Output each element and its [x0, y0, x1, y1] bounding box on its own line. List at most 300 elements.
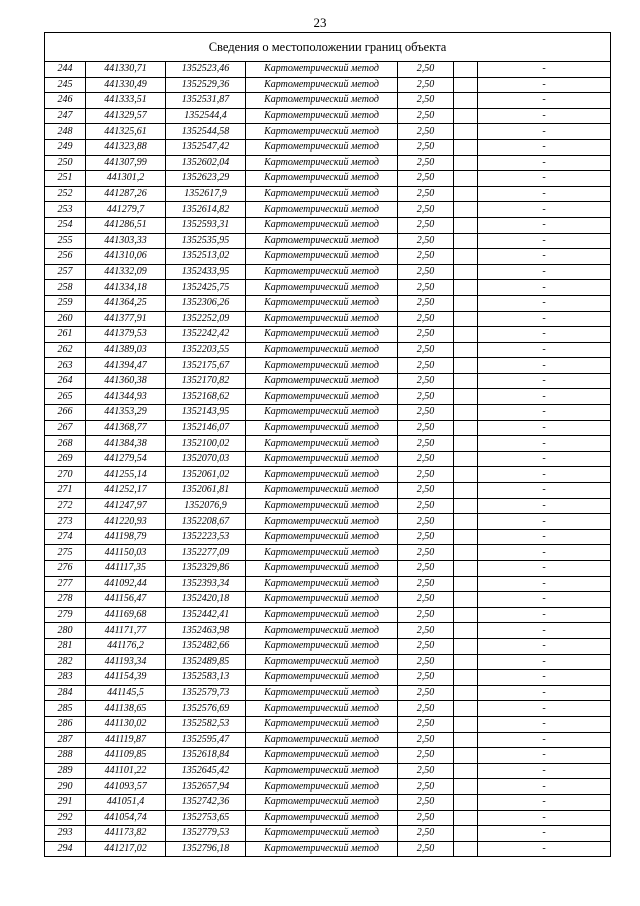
point-number-cell: 252: [45, 186, 86, 202]
table-row: [45, 779, 610, 795]
y-coordinate-cell: 1352657,94: [166, 779, 246, 795]
table-row: [45, 451, 610, 467]
description-cell: -: [478, 483, 611, 499]
method-cell: Картометрический метод: [246, 139, 398, 155]
accuracy-cell: 2,50: [398, 436, 454, 452]
table-row: [45, 794, 610, 810]
x-coordinate-cell: 441325,61: [86, 124, 166, 140]
extra-cell-cell: [454, 514, 478, 530]
accuracy-cell: 2,50: [398, 779, 454, 795]
method-cell: Картометрический метод: [246, 327, 398, 343]
method-cell: Картометрический метод: [246, 77, 398, 93]
description-cell: -: [478, 249, 611, 265]
method-cell: Картометрический метод: [246, 498, 398, 514]
accuracy-cell: 2,50: [398, 529, 454, 545]
description-cell: -: [478, 295, 611, 311]
description-cell: -: [478, 373, 611, 389]
y-coordinate-cell: 1352531,87: [166, 93, 246, 109]
y-coordinate-cell: 1352277,09: [166, 545, 246, 561]
y-coordinate-cell: 1352579,73: [166, 685, 246, 701]
y-coordinate-cell: 1352168,62: [166, 389, 246, 405]
extra-cell-cell: [454, 186, 478, 202]
description-cell: -: [478, 701, 611, 717]
extra-cell-cell: [454, 295, 478, 311]
accuracy-cell: 2,50: [398, 716, 454, 732]
accuracy-cell: 2,50: [398, 685, 454, 701]
point-number-cell: 258: [45, 280, 86, 296]
extra-cell-cell: [454, 529, 478, 545]
point-number-cell: 251: [45, 171, 86, 187]
method-cell: Картометрический метод: [246, 108, 398, 124]
method-cell: Картометрический метод: [246, 685, 398, 701]
table-row: [45, 217, 610, 233]
extra-cell-cell: [454, 826, 478, 842]
extra-cell-cell: [454, 358, 478, 374]
accuracy-cell: 2,50: [398, 358, 454, 374]
y-coordinate-cell: 1352583,13: [166, 670, 246, 686]
point-number-cell: 277: [45, 576, 86, 592]
table-row: [45, 342, 610, 358]
x-coordinate-cell: 441332,09: [86, 264, 166, 280]
accuracy-cell: 2,50: [398, 155, 454, 171]
method-cell: Картометрический метод: [246, 701, 398, 717]
description-cell: -: [478, 108, 611, 124]
y-coordinate-cell: 1352595,47: [166, 732, 246, 748]
x-coordinate-cell: 441173,82: [86, 826, 166, 842]
table-row: [45, 358, 610, 374]
point-number-cell: 265: [45, 389, 86, 405]
method-cell: Картометрический метод: [246, 514, 398, 530]
point-number-cell: 289: [45, 763, 86, 779]
accuracy-cell: 2,50: [398, 483, 454, 499]
method-cell: Картометрический метод: [246, 810, 398, 826]
point-number-cell: 275: [45, 545, 86, 561]
accuracy-cell: 2,50: [398, 124, 454, 140]
extra-cell-cell: [454, 280, 478, 296]
description-cell: -: [478, 810, 611, 826]
y-coordinate-cell: 1352602,04: [166, 155, 246, 171]
extra-cell-cell: [454, 108, 478, 124]
point-number-cell: 266: [45, 405, 86, 421]
table-row: [45, 202, 610, 218]
method-cell: Картометрический метод: [246, 62, 398, 77]
x-coordinate-cell: 441344,93: [86, 389, 166, 405]
point-number-cell: 291: [45, 794, 86, 810]
x-coordinate-cell: 441119,87: [86, 732, 166, 748]
table-row: [45, 93, 610, 109]
y-coordinate-cell: 1352547,42: [166, 139, 246, 155]
x-coordinate-cell: 441169,68: [86, 607, 166, 623]
method-cell: Картометрический метод: [246, 93, 398, 109]
y-coordinate-cell: 1352482,66: [166, 638, 246, 654]
point-number-cell: 270: [45, 467, 86, 483]
x-coordinate-cell: 441252,17: [86, 483, 166, 499]
x-coordinate-cell: 441051,4: [86, 794, 166, 810]
table-row: [45, 763, 610, 779]
table-row: [45, 483, 610, 499]
method-cell: Картометрический метод: [246, 716, 398, 732]
y-coordinate-cell: 1352433,95: [166, 264, 246, 280]
table-row: [45, 561, 610, 577]
extra-cell-cell: [454, 264, 478, 280]
x-coordinate-cell: 441379,53: [86, 327, 166, 343]
point-number-cell: 276: [45, 561, 86, 577]
table-row: [45, 264, 610, 280]
point-number-cell: 268: [45, 436, 86, 452]
point-number-cell: 282: [45, 654, 86, 670]
table-row: [45, 62, 610, 77]
description-cell: -: [478, 732, 611, 748]
y-coordinate-cell: 1352544,4: [166, 108, 246, 124]
extra-cell-cell: [454, 654, 478, 670]
point-number-cell: 246: [45, 93, 86, 109]
method-cell: Картометрический метод: [246, 249, 398, 265]
point-number-cell: 261: [45, 327, 86, 343]
extra-cell-cell: [454, 249, 478, 265]
accuracy-cell: 2,50: [398, 202, 454, 218]
description-cell: -: [478, 327, 611, 343]
description-cell: -: [478, 467, 611, 483]
extra-cell-cell: [454, 405, 478, 421]
x-coordinate-cell: 441394,47: [86, 358, 166, 374]
accuracy-cell: 2,50: [398, 405, 454, 421]
y-coordinate-cell: 1352242,42: [166, 327, 246, 343]
table-row: [45, 171, 610, 187]
point-number-cell: 293: [45, 826, 86, 842]
table-row: [45, 280, 610, 296]
x-coordinate-cell: 441145,5: [86, 685, 166, 701]
x-coordinate-cell: 441333,51: [86, 93, 166, 109]
table-row: [45, 249, 610, 265]
y-coordinate-cell: 1352523,46: [166, 62, 246, 77]
accuracy-cell: 2,50: [398, 561, 454, 577]
x-coordinate-cell: 441307,99: [86, 155, 166, 171]
extra-cell-cell: [454, 670, 478, 686]
accuracy-cell: 2,50: [398, 810, 454, 826]
point-number-cell: 269: [45, 451, 86, 467]
table-row: [45, 592, 610, 608]
description-cell: -: [478, 451, 611, 467]
x-coordinate-cell: 441389,03: [86, 342, 166, 358]
description-cell: -: [478, 233, 611, 249]
x-coordinate-cell: 441286,51: [86, 217, 166, 233]
table-title: Сведения о местоположении границ объекта: [45, 33, 610, 62]
y-coordinate-cell: 1352582,53: [166, 716, 246, 732]
y-coordinate-cell: 1352463,98: [166, 623, 246, 639]
point-number-cell: 280: [45, 623, 86, 639]
accuracy-cell: 2,50: [398, 451, 454, 467]
method-cell: Картометрический метод: [246, 467, 398, 483]
x-coordinate-cell: 441156,47: [86, 592, 166, 608]
point-number-cell: 284: [45, 685, 86, 701]
y-coordinate-cell: 1352614,82: [166, 202, 246, 218]
extra-cell-cell: [454, 373, 478, 389]
x-coordinate-cell: 441154,39: [86, 670, 166, 686]
description-cell: -: [478, 654, 611, 670]
accuracy-cell: 2,50: [398, 93, 454, 109]
y-coordinate-cell: 1352779,53: [166, 826, 246, 842]
method-cell: Картометрический метод: [246, 732, 398, 748]
method-cell: Картометрический метод: [246, 841, 398, 856]
page-number: 23: [313, 15, 327, 30]
description-cell: -: [478, 62, 611, 77]
accuracy-cell: 2,50: [398, 108, 454, 124]
extra-cell-cell: [454, 545, 478, 561]
description-cell: -: [478, 794, 611, 810]
table-row: [45, 155, 610, 171]
extra-cell-cell: [454, 716, 478, 732]
description-cell: -: [478, 576, 611, 592]
accuracy-cell: 2,50: [398, 514, 454, 530]
accuracy-cell: 2,50: [398, 576, 454, 592]
x-coordinate-cell: 441353,29: [86, 405, 166, 421]
description-cell: -: [478, 592, 611, 608]
description-cell: -: [478, 748, 611, 764]
y-coordinate-cell: 1352203,55: [166, 342, 246, 358]
description-cell: -: [478, 826, 611, 842]
extra-cell-cell: [454, 483, 478, 499]
coordinates-table-body: [45, 62, 610, 856]
x-coordinate-cell: 441330,49: [86, 77, 166, 93]
description-cell: -: [478, 420, 611, 436]
x-coordinate-cell: 441301,2: [86, 171, 166, 187]
description-cell: -: [478, 342, 611, 358]
x-coordinate-cell: 441303,33: [86, 233, 166, 249]
x-coordinate-cell: 441384,38: [86, 436, 166, 452]
table-row: [45, 436, 610, 452]
accuracy-cell: 2,50: [398, 701, 454, 717]
extra-cell-cell: [454, 342, 478, 358]
y-coordinate-cell: 1352223,53: [166, 529, 246, 545]
x-coordinate-cell: 441093,57: [86, 779, 166, 795]
description-cell: -: [478, 638, 611, 654]
description-cell: -: [478, 171, 611, 187]
x-coordinate-cell: 441193,34: [86, 654, 166, 670]
extra-cell-cell: [454, 701, 478, 717]
x-coordinate-cell: 441287,26: [86, 186, 166, 202]
point-number-cell: 244: [45, 62, 86, 77]
accuracy-cell: 2,50: [398, 841, 454, 856]
method-cell: Картометрический метод: [246, 545, 398, 561]
table-row: [45, 405, 610, 421]
extra-cell-cell: [454, 592, 478, 608]
method-cell: Картометрический метод: [246, 826, 398, 842]
accuracy-cell: 2,50: [398, 467, 454, 483]
y-coordinate-cell: 1352617,9: [166, 186, 246, 202]
accuracy-cell: 2,50: [398, 249, 454, 265]
table-row: [45, 841, 610, 856]
y-coordinate-cell: 1352329,86: [166, 561, 246, 577]
point-number-cell: 274: [45, 529, 86, 545]
x-coordinate-cell: 441198,79: [86, 529, 166, 545]
accuracy-cell: 2,50: [398, 62, 454, 77]
extra-cell-cell: [454, 62, 478, 77]
table-row: [45, 670, 610, 686]
x-coordinate-cell: 441360,38: [86, 373, 166, 389]
y-coordinate-cell: 1352070,03: [166, 451, 246, 467]
description-cell: -: [478, 498, 611, 514]
x-coordinate-cell: 441323,88: [86, 139, 166, 155]
y-coordinate-cell: 1352061,02: [166, 467, 246, 483]
method-cell: Картометрический метод: [246, 342, 398, 358]
extra-cell-cell: [454, 389, 478, 405]
y-coordinate-cell: 1352143,95: [166, 405, 246, 421]
table-row: [45, 139, 610, 155]
point-number-cell: 281: [45, 638, 86, 654]
point-number-cell: 259: [45, 295, 86, 311]
description-cell: -: [478, 405, 611, 421]
accuracy-cell: 2,50: [398, 373, 454, 389]
method-cell: Картометрический метод: [246, 202, 398, 218]
point-number-cell: 245: [45, 77, 86, 93]
accuracy-cell: 2,50: [398, 623, 454, 639]
method-cell: Картометрический метод: [246, 405, 398, 421]
table-row: [45, 826, 610, 842]
method-cell: Картометрический метод: [246, 779, 398, 795]
method-cell: Картометрический метод: [246, 295, 398, 311]
description-cell: -: [478, 436, 611, 452]
y-coordinate-cell: 1352796,18: [166, 841, 246, 856]
method-cell: Картометрический метод: [246, 373, 398, 389]
method-cell: Картометрический метод: [246, 670, 398, 686]
point-number-cell: 292: [45, 810, 86, 826]
y-coordinate-cell: 1352593,31: [166, 217, 246, 233]
x-coordinate-cell: 441220,93: [86, 514, 166, 530]
y-coordinate-cell: 1352306,26: [166, 295, 246, 311]
accuracy-cell: 2,50: [398, 670, 454, 686]
table-row: [45, 623, 610, 639]
y-coordinate-cell: 1352100,02: [166, 436, 246, 452]
extra-cell-cell: [454, 93, 478, 109]
table-row: [45, 373, 610, 389]
y-coordinate-cell: 1352175,67: [166, 358, 246, 374]
accuracy-cell: 2,50: [398, 280, 454, 296]
point-number-cell: 249: [45, 139, 86, 155]
y-coordinate-cell: 1352170,82: [166, 373, 246, 389]
description-cell: -: [478, 685, 611, 701]
description-cell: -: [478, 716, 611, 732]
x-coordinate-cell: 441334,18: [86, 280, 166, 296]
extra-cell-cell: [454, 841, 478, 856]
extra-cell-cell: [454, 311, 478, 327]
x-coordinate-cell: 441329,57: [86, 108, 166, 124]
method-cell: Картометрический метод: [246, 420, 398, 436]
y-coordinate-cell: 1352576,69: [166, 701, 246, 717]
extra-cell-cell: [454, 607, 478, 623]
table-row: [45, 498, 610, 514]
y-coordinate-cell: 1352425,75: [166, 280, 246, 296]
y-coordinate-cell: 1352061,81: [166, 483, 246, 499]
x-coordinate-cell: 441310,06: [86, 249, 166, 265]
table-row: [45, 638, 610, 654]
extra-cell-cell: [454, 779, 478, 795]
table-row: [45, 545, 610, 561]
x-coordinate-cell: 441247,97: [86, 498, 166, 514]
x-coordinate-cell: 441109,85: [86, 748, 166, 764]
description-cell: -: [478, 202, 611, 218]
accuracy-cell: 2,50: [398, 264, 454, 280]
extra-cell-cell: [454, 171, 478, 187]
y-coordinate-cell: 1352513,02: [166, 249, 246, 265]
extra-cell-cell: [454, 139, 478, 155]
description-cell: -: [478, 763, 611, 779]
accuracy-cell: 2,50: [398, 607, 454, 623]
method-cell: Картометрический метод: [246, 529, 398, 545]
description-cell: -: [478, 124, 611, 140]
description-cell: -: [478, 779, 611, 795]
extra-cell-cell: [454, 202, 478, 218]
method-cell: Картометрический метод: [246, 155, 398, 171]
extra-cell-cell: [454, 420, 478, 436]
extra-cell-cell: [454, 217, 478, 233]
table-row: [45, 654, 610, 670]
point-number-cell: 248: [45, 124, 86, 140]
method-cell: Картометрический метод: [246, 280, 398, 296]
method-cell: Картометрический метод: [246, 186, 398, 202]
method-cell: Картометрический метод: [246, 311, 398, 327]
extra-cell-cell: [454, 748, 478, 764]
x-coordinate-cell: 441138,65: [86, 701, 166, 717]
y-coordinate-cell: 1352618,84: [166, 748, 246, 764]
y-coordinate-cell: 1352252,09: [166, 311, 246, 327]
point-number-cell: 263: [45, 358, 86, 374]
table-row: [45, 576, 610, 592]
point-number-cell: 247: [45, 108, 86, 124]
extra-cell-cell: [454, 124, 478, 140]
table-row: [45, 748, 610, 764]
method-cell: Картометрический метод: [246, 217, 398, 233]
extra-cell-cell: [454, 685, 478, 701]
x-coordinate-cell: 441171,77: [86, 623, 166, 639]
method-cell: Картометрический метод: [246, 389, 398, 405]
accuracy-cell: 2,50: [398, 186, 454, 202]
description-cell: -: [478, 389, 611, 405]
x-coordinate-cell: 441101,22: [86, 763, 166, 779]
point-number-cell: 273: [45, 514, 86, 530]
x-coordinate-cell: 441092,44: [86, 576, 166, 592]
y-coordinate-cell: 1352442,41: [166, 607, 246, 623]
point-number-cell: 262: [45, 342, 86, 358]
description-cell: -: [478, 358, 611, 374]
accuracy-cell: 2,50: [398, 794, 454, 810]
extra-cell-cell: [454, 77, 478, 93]
extra-cell-cell: [454, 576, 478, 592]
extra-cell-cell: [454, 638, 478, 654]
accuracy-cell: 2,50: [398, 732, 454, 748]
extra-cell-cell: [454, 561, 478, 577]
x-coordinate-cell: 441176,2: [86, 638, 166, 654]
description-cell: -: [478, 561, 611, 577]
description-cell: -: [478, 264, 611, 280]
point-number-cell: 272: [45, 498, 86, 514]
description-cell: -: [478, 155, 611, 171]
x-coordinate-cell: 441150,03: [86, 545, 166, 561]
x-coordinate-cell: 441054,74: [86, 810, 166, 826]
table-row: [45, 514, 610, 530]
x-coordinate-cell: 441217,02: [86, 841, 166, 856]
x-coordinate-cell: 441279,7: [86, 202, 166, 218]
accuracy-cell: 2,50: [398, 638, 454, 654]
x-coordinate-cell: 441377,91: [86, 311, 166, 327]
table-row: [45, 311, 610, 327]
x-coordinate-cell: 441130,02: [86, 716, 166, 732]
method-cell: Картометрический метод: [246, 623, 398, 639]
point-number-cell: 294: [45, 841, 86, 856]
extra-cell-cell: [454, 623, 478, 639]
accuracy-cell: 2,50: [398, 311, 454, 327]
extra-cell-cell: [454, 732, 478, 748]
point-number-cell: 288: [45, 748, 86, 764]
